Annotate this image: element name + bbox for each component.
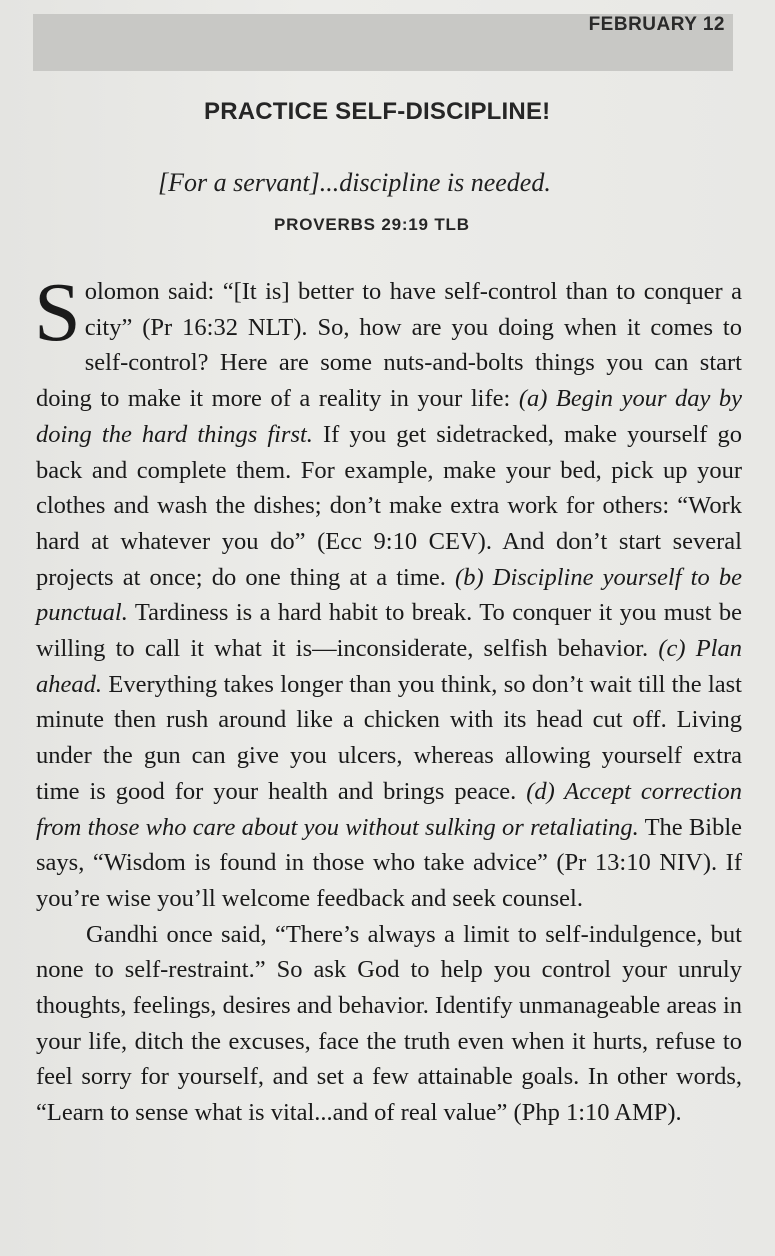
p1-text: Everything takes longer than you think, so don’t wait till the last minute then rush around like a chicken with its head cut off. Living under the gun can give you ulcers, whereas allowing yourself extra time is good for your health and brings peace.	[36, 670, 742, 805]
body-text	[34, 266, 743, 1131]
scripture-reference: PROVERBS 29:19 TLB	[274, 215, 470, 234]
paragraph-1	[34, 266, 743, 917]
drop-cap: S	[34, 266, 81, 359]
paragraph-2: Gandhi once said, “There’s always a limit to self-indulgence, but none to self-restraint.” So ask God to help you control your unruly thoughts, feelings, desires and behavior. Identify unmanageable areas in your life, ditch the excuses, face the truth even when it hurts, refuse to feel sorry for yourself, and set a few attainable goals. In other words, “Learn to sense what is vital...and of real value” (Php 1:10 AMP).	[36, 920, 742, 1127]
page-date: FEBRUARY 12	[588, 14, 725, 35]
scripture-text: [For a servant]...discipline is needed.	[158, 168, 551, 197]
point-d: (d) Accept correction from those who care about you without sulking or retaliating.	[36, 777, 742, 841]
page-title: PRACTICE SELF-DISCIPLINE!	[204, 98, 551, 125]
p1-text: olomon said: “[It is] better to have self-control than to conquer a city” (Pr 16:32 NLT). So, how are you doing when it comes to self-control? Here are some nuts-and-bolts things you can start doing to make it more of a reality in your life:	[36, 278, 742, 413]
point-b: (b) Discipline yourself to be punctual.	[36, 563, 742, 627]
p1-text: Tardiness is a hard habit to break. To conquer it you must be willing to call it what it is—inconsiderate, selfish behavior.	[36, 599, 742, 663]
point-a: (a) Begin your day by doing the hard things first.	[36, 385, 743, 448]
p1-text: The Bible says, “Wisdom is found in those who take advice” (Pr 13:10 NIV). If you’re wise you’ll welcome feedback and seek counsel.	[36, 813, 743, 912]
point-c: (c) Plan ahead.	[36, 635, 742, 698]
p1-text: If you get sidetracked, make yourself go back and complete them. For example, make your bed, pick up your clothes and wash the dishes; don’t make extra work for others: “Work hard at whatever you do” (Ecc 9:10 CEV). And don’t start several projects at once; do one thing at a time.	[36, 420, 742, 591]
